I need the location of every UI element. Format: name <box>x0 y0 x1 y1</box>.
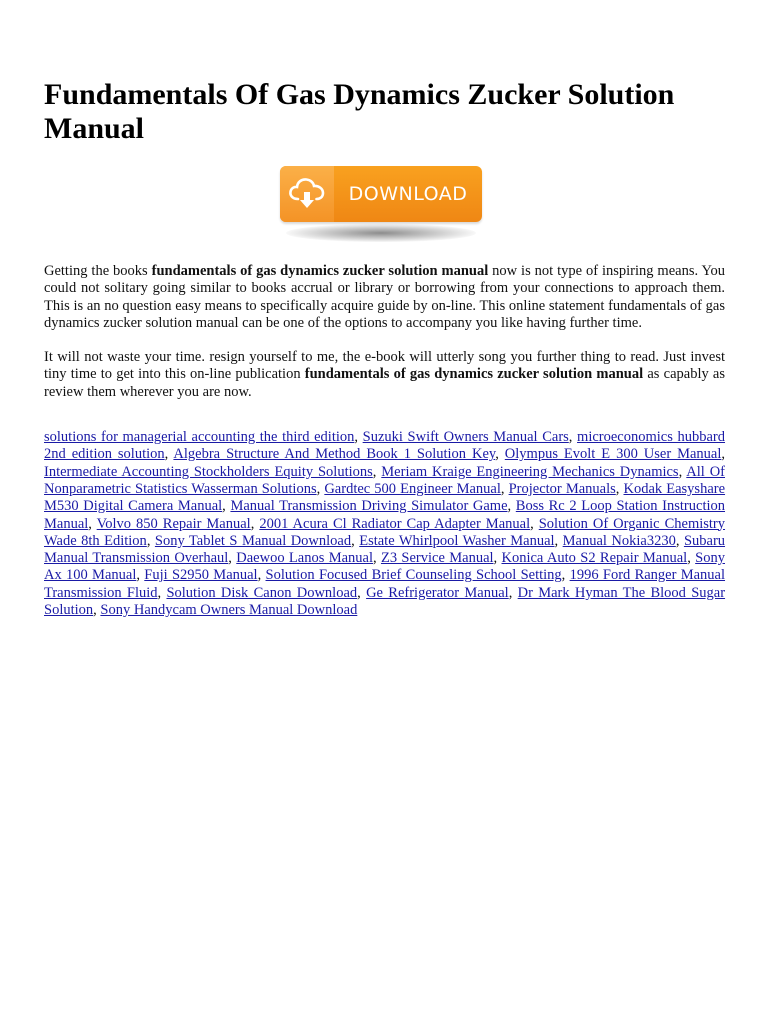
related-link[interactable]: Daewoo Lanos Manual <box>236 550 373 567</box>
related-link[interactable]: Estate Whirlpool Washer Manual <box>359 532 555 549</box>
link-separator: , <box>678 463 687 480</box>
intro-paragraph <box>44 263 725 332</box>
download-button-shadow <box>286 224 476 242</box>
document-page <box>44 0 725 619</box>
related-link[interactable]: Fuji S2950 Manual <box>144 567 258 584</box>
related-link[interactable]: Dr Mark Hyman The Blood Sugar Solution <box>44 584 726 619</box>
related-link[interactable]: Solution Disk Canon Download <box>166 584 358 601</box>
link-separator: , <box>93 602 101 619</box>
link-separator: , <box>554 532 563 549</box>
link-separator: , <box>530 515 539 532</box>
link-separator: , <box>373 550 381 567</box>
link-separator: , <box>568 429 578 446</box>
link-separator: , <box>250 515 260 532</box>
related-link[interactable]: Gardtec 500 Engineer Manual <box>324 480 501 497</box>
cloud-download-icon <box>280 166 334 222</box>
related-link[interactable]: All Of Nonparametric Statistics Wasserman Solutions <box>44 463 725 497</box>
link-separator: , <box>354 429 363 446</box>
link-separator: , <box>687 550 696 567</box>
related-link[interactable]: 1996 Ford Ranger Manual Transmission Fluid <box>44 567 726 601</box>
download-button-label: DOWNLOAD <box>348 183 468 205</box>
related-link[interactable]: Ge Refrigerator Manual <box>366 584 509 601</box>
related-link[interactable]: Kodak Easyshare M530 Digital Camera Manual <box>44 480 726 515</box>
related-link[interactable]: Subaru Manual Transmission Overhaul <box>44 532 726 567</box>
related-link[interactable]: Algebra Structure And Method Book 1 Solution Key <box>173 446 496 463</box>
intro-text-start: Getting the books <box>44 263 152 279</box>
link-separator: , <box>222 498 231 515</box>
intro-text-end: now is not type of inspiring means. You could not solitary going similar to books accrual or library or borrowing from your connections to approach them. This is an no question easy means to specifically acquire guide by on-line. This online statement fundamentals of gas dynamics zucker solution manual can be one of the options to accompany you like having further time. <box>44 263 726 331</box>
link-separator: , <box>561 567 570 584</box>
link-separator: , <box>721 446 726 463</box>
related-link[interactable]: Meriam Kraige Engineering Mechanics Dynamics <box>381 463 679 480</box>
second-text-end: as capably as review them wherever you are now. <box>44 366 726 400</box>
related-link[interactable]: Z3 Service Manual <box>380 550 494 567</box>
related-link[interactable]: Olympus Evolt E 300 User Manual <box>504 446 722 463</box>
link-separator: , <box>88 515 97 532</box>
related-link[interactable]: Manual Nokia3230 <box>562 532 676 549</box>
link-separator: , <box>228 550 237 567</box>
link-separator: , <box>257 567 266 584</box>
second-paragraph <box>44 349 725 401</box>
link-separator: , <box>500 480 509 497</box>
second-text-start: It will not waste your time. resign yourself to me, the e-book will utterly song you further thing to read. Just invest tiny time to get into this on-line publication <box>44 349 725 383</box>
link-separator: , <box>146 532 155 549</box>
link-separator: , <box>157 584 167 601</box>
related-link[interactable]: Solution Of Organic Chemistry Wade 8th Edition <box>44 515 726 549</box>
related-links <box>44 429 725 619</box>
link-separator: , <box>493 550 502 567</box>
related-link[interactable]: Intermediate Accounting Stockholders Equity Solutions <box>44 463 373 480</box>
related-link[interactable]: Sony Handycam Owners Manual Download <box>100 602 358 619</box>
link-separator: , <box>615 480 624 497</box>
related-link[interactable]: Boss Rc 2 Loop Station Instruction Manual <box>44 498 726 532</box>
related-link[interactable]: Volvo 850 Repair Manual <box>96 515 251 532</box>
link-separator: , <box>675 532 684 549</box>
link-separator: , <box>357 584 367 601</box>
intro-bold-title: fundamentals of gas dynamics zucker solution manual <box>151 263 489 279</box>
link-separator: , <box>351 532 360 549</box>
link-separator: , <box>507 498 516 515</box>
download-button[interactable] <box>280 166 482 222</box>
link-separator: , <box>495 446 505 463</box>
link-separator: , <box>508 584 518 601</box>
related-link[interactable]: microeconomics hubbard 2nd edition solution <box>44 429 726 463</box>
related-link[interactable]: Projector Manuals <box>508 480 616 497</box>
second-bold-title: fundamentals of gas dynamics zucker solution manual <box>304 366 644 383</box>
link-separator: , <box>372 463 382 480</box>
page-title: Fundamentals Of Gas Dynamics Zucker Solution Manual <box>44 78 675 145</box>
link-separator: , <box>316 480 325 497</box>
related-link[interactable]: Konica Auto S2 Repair Manual <box>501 550 688 567</box>
related-link[interactable]: Solution Focused Brief Counseling School Setting <box>265 567 562 584</box>
related-link[interactable]: Sony Ax 100 Manual <box>44 550 725 584</box>
related-link[interactable]: 2001 Acura Cl Radiator Cap Adapter Manual <box>259 515 531 532</box>
related-link[interactable]: solutions for managerial accounting the third edition <box>44 429 355 446</box>
related-link[interactable]: Sony Tablet S Manual Download <box>154 532 352 549</box>
download-banner <box>280 166 482 246</box>
related-link[interactable]: Manual Transmission Driving Simulator Game <box>230 498 508 515</box>
related-link[interactable]: Suzuki Swift Owners Manual Cars <box>362 429 569 446</box>
link-separator: , <box>136 567 145 584</box>
link-separator: , <box>164 446 174 463</box>
